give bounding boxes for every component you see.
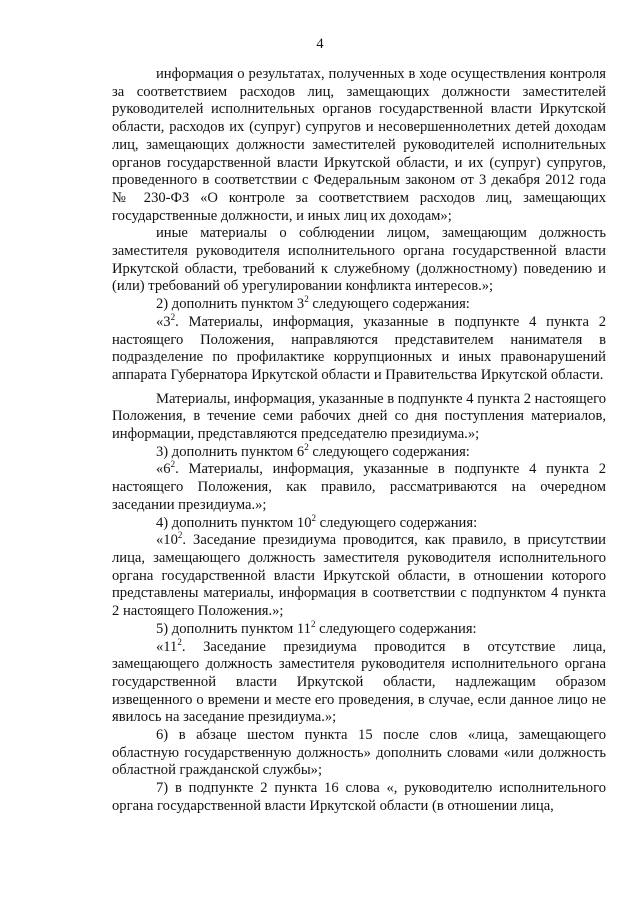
paragraph-amendment-5 — [112, 618, 606, 639]
paragraph-amendment-4 — [112, 512, 606, 533]
paragraph-materials-timing: Материалы, информация, указанные в подпункте 4 пункта 2 настоящего Положения, в течение семи рабочих дней со дня поступления материалов, информации, представляются председателю президиума.»; — [112, 390, 606, 443]
amendment-3-suffix: следующего содержания: — [308, 443, 470, 460]
paragraph-other-materials: иные материалы о соблюдении лицом, замещающим должность заместителя руководителя исполнительного органа государственной власти Иркутской области, требований к служебному (должностному) поведению и (или) требований об урегулировании конфликта интересов.»; — [112, 225, 606, 295]
amendment-5-suffix: следующего содержания: — [315, 620, 477, 637]
page-number: 4 — [316, 36, 324, 52]
paragraph-item-3-2 — [112, 311, 606, 385]
superscript: 2 — [311, 512, 317, 523]
superscript: 2 — [177, 636, 182, 647]
document-body — [112, 66, 606, 816]
superscript: 2 — [177, 530, 183, 541]
amendment-4-suffix: следующего содержания: — [316, 514, 478, 531]
paragraph-amendment-7: 7) в подпункте 2 пункта 16 слова «, руководителю исполнительного органа государственной власти Иркутской области (в отношении лица, — [112, 780, 606, 814]
paragraph-amendment-2 — [112, 296, 606, 314]
item-6-2-number: «6 — [156, 461, 171, 478]
item-3-2-text: . Материалы, информация, указанные в подпункте 4 пункта 2 настоящего Положения, направляются представителем нанимателя в подразделение по профилактике коррупционных и иных правонарушений аппарата Губернатора Иркутской области и Правительства Иркутской области. — [112, 313, 606, 383]
item-3-2-number: «3 — [156, 313, 171, 330]
paragraph-amendment-3 — [112, 441, 606, 462]
paragraph-item-10-2 — [112, 532, 606, 621]
item-11-2-text: . Заседание президиума проводится в отсутствие лица, замещающего должность заместителя руководителя исполнительного органа государственной власти Иркутской области, надлежащим образом извещенного о времени и месте его проведения, в случае, если данное лицо не явилось на заседание президиума.»; — [112, 638, 606, 726]
item-10-2-text: . Заседание президиума проводится, как правило, в присутствии лица, замещающего должность заместителя руководителя исполнительного органа государственной власти Иркутской области, в отношении которого представлены материалы, информация в соответствии с подпунктом 4 пункта 2 настоящего Положения.»; — [112, 532, 606, 620]
item-11-2-number: «11 — [156, 638, 178, 655]
paragraph-control-info: информация о результатах, полученных в ходе осуществления контроля за соответствием расходов лиц, замещающих должности заместителей руководителей исполнительных органов государственной власти Иркутской области, расходов их (супруг) супругов и несовершеннолетних детей доходам лиц, замещающих должности заместителей руководителей исполнительных органов государственной власти Иркутской области, и их (супруг) супругов, проведенного в соответствии с Федеральным законом от 3 декабря 2012 года № 230-ФЗ «О контроле за соответствием расходов лиц, замещающих государственные должности, и иных лиц их доходам»; — [112, 66, 606, 224]
amendment-3-text: 3) дополнить пунктом 6 — [156, 443, 305, 460]
amendment-4-text: 4) дополнить пунктом 10 — [156, 514, 312, 531]
paragraph-item-11-2 — [112, 636, 606, 728]
paragraph-amendment-6: 6) в абзаце шестом пункта 15 после слов «лица, замещающего областную государственную должность» дополнить словами «или должность областной гражданской службы»; — [112, 727, 606, 779]
amendment-2-suffix: следующего содержания: — [308, 296, 470, 313]
item-6-2-text: . Материалы, информация, указанные в подпункте 4 пункта 2 настоящего Положения, как правило, рассматриваются на очередном заседании президиума.»; — [112, 461, 606, 513]
superscript: 2 — [170, 311, 176, 322]
superscript: 2 — [304, 441, 309, 452]
paragraph-item-6-2 — [112, 461, 606, 514]
superscript: 2 — [304, 294, 309, 305]
item-10-2-number: «10 — [156, 532, 178, 549]
amendment-2-text: 2) дополнить пунктом 3 — [156, 296, 305, 313]
amendment-5-text: 5) дополнить пунктом 11 — [156, 620, 311, 637]
superscript: 2 — [170, 459, 176, 470]
superscript: 2 — [310, 618, 316, 629]
